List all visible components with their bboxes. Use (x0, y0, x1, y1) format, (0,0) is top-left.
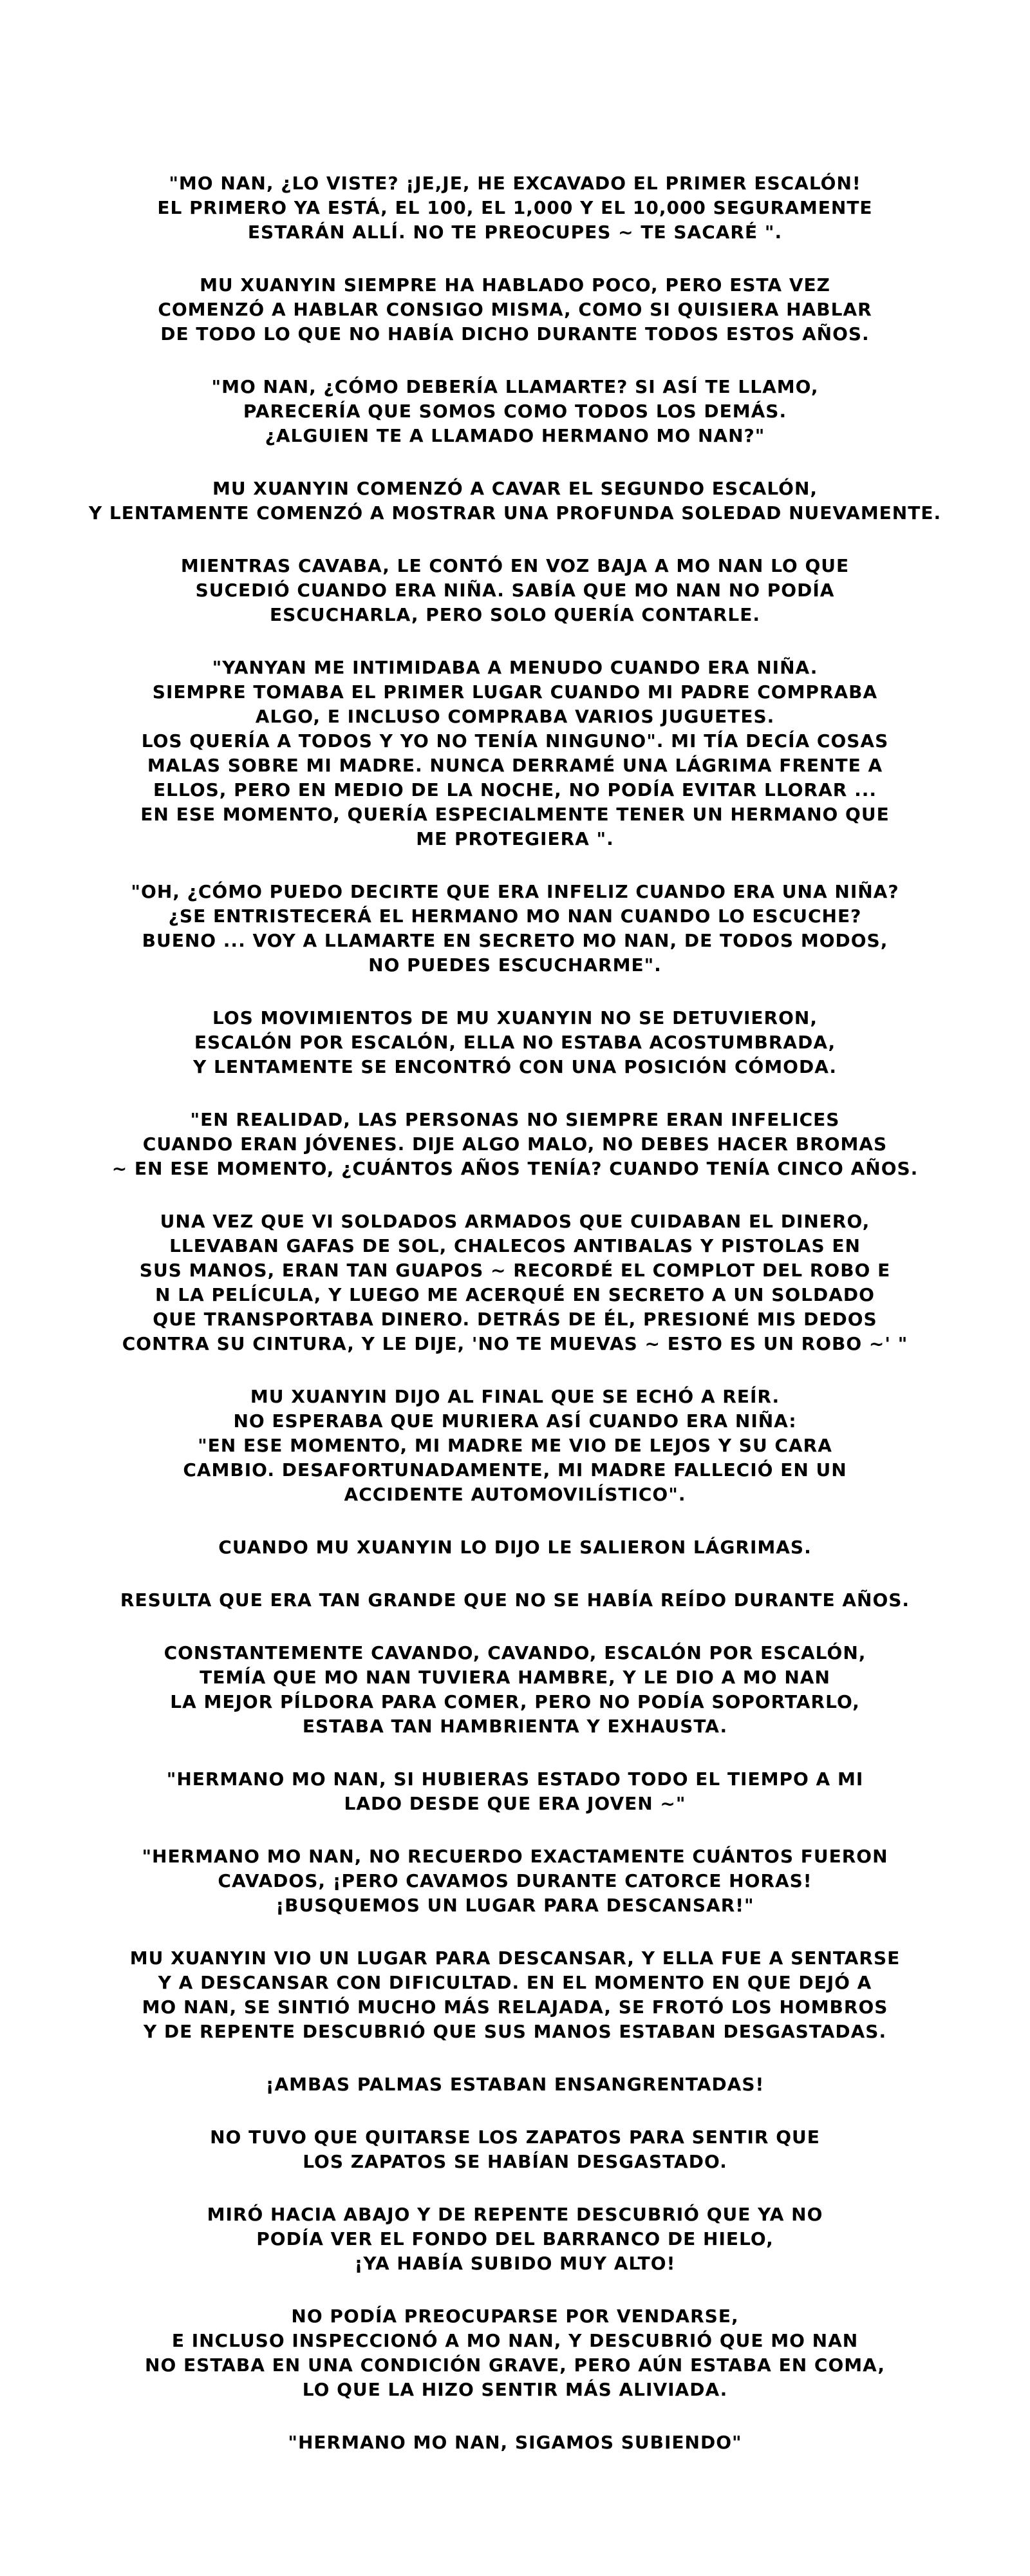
text-line: ¡BUSQUEMOS UN LUGAR PARA DESCANSAR!" (276, 1895, 754, 1916)
narration-paragraph (0, 1844, 1030, 1918)
narration-paragraph (0, 2430, 1030, 2455)
text-line: ESTABA TAN HAMBRIENTA Y EXHAUSTA. (302, 1716, 728, 1737)
text-line: TEMÍA QUE MO NAN TUVIERA HAMBRE, Y LE DIO A MO NAN (200, 1667, 830, 1688)
text-line: MU XUANYIN COMENZÓ A CAVAR EL SEGUNDO ESCALÓN, (212, 478, 818, 499)
text-line: MO NAN, SE SINTIÓ MUCHO MÁS RELAJADA, SE FROTÓ LOS HOMBROS (142, 1996, 888, 2018)
narration-paragraph (0, 2072, 1030, 2097)
text-line: "HERMANO MO NAN, SI HUBIERAS ESTADO TODO EL TIEMPO A MI (166, 1768, 864, 1790)
text-line: RESULTA QUE ERA TAN GRANDE QUE NO SE HABÍA REÍDO DURANTE AÑOS. (120, 1589, 910, 1611)
text-line: Y LENTAMENTE SE ENCONTRÓ CON UNA POSICIÓN CÓMODA. (192, 1056, 838, 1077)
text-line: LLEVABAN GAFAS DE SOL, CHALECOS ANTIBALAS Y PISTOLAS EN (169, 1235, 861, 1256)
text-line: ACCIDENTE AUTOMOVILÍSTICO". (344, 1484, 686, 1505)
text-line: ¡AMBAS PALMAS ESTABAN ENSANGRENTADAS! (265, 2074, 765, 2095)
text-line: DE TODO LO QUE NO HABÍA DICHO DURANTE TODOS ESTOS AÑOS. (160, 323, 870, 345)
narration-paragraph (0, 171, 1030, 245)
text-line: EL PRIMERO YA ESTÁ, EL 100, EL 1,000 Y EL 10,000 SEGURAMENTE (157, 197, 873, 218)
text-line: "MO NAN, ¿LO VISTE? ¡JE,JE, HE EXCAVADO EL PRIMER ESCALÓN! (169, 173, 861, 194)
narration-paragraph (0, 477, 1030, 526)
text-line: COMENZÓ A HABLAR CONSIGO MISMA, COMO SI QUISIERA HABLAR (158, 299, 872, 320)
narration-paragraph (0, 1767, 1030, 1816)
narration-paragraph (0, 1641, 1030, 1739)
text-line: MU XUANYIN VIO UN LUGAR PARA DESCANSAR, Y ELLA FUE A SENTARSE (129, 1947, 901, 1969)
text-line: LOS MOVIMIENTOS DE MU XUANYIN NO SE DETUVIERON, (212, 1007, 818, 1028)
text-line: MIENTRAS CAVABA, LE CONTÓ EN VOZ BAJA A MO NAN LO QUE (180, 555, 850, 576)
text-line: NO PODÍA PREOCUPARSE POR VENDARSE, (291, 2306, 739, 2327)
text-line: "YANYAN ME INTIMIDABA A MENUDO CUANDO ERA NIÑA. (212, 657, 818, 678)
text-line: CUANDO ERAN JÓVENES. DIJE ALGO MALO, NO DEBES HACER BROMAS (142, 1133, 888, 1155)
text-line: NO TUVO QUE QUITARSE LOS ZAPATOS PARA SENTIR QUE (210, 2126, 820, 2148)
text-line: ESCUCHARLA, PERO SOLO QUERÍA CONTARLE. (270, 604, 760, 625)
narration-paragraph (0, 880, 1030, 978)
narration-paragraph (0, 1108, 1030, 1181)
text-line: "EN REALIDAD, LAS PERSONAS NO SIEMPRE ERAN INFELICES (190, 1109, 840, 1130)
text-line: CONSTANTEMENTE CAVANDO, CAVANDO, ESCALÓN POR ESCALÓN, (164, 1642, 866, 1663)
text-line: MU XUANYIN SIEMPRE HA HABLADO POCO, PERO ESTA VEZ (200, 274, 830, 296)
text-line: N LA PELÍCULA, Y LUEGO ME ACERQUÉ EN SECRETO A UN SOLDADO (155, 1284, 875, 1305)
text-line: LOS ZAPATOS SE HABÍAN DESGASTADO. (303, 2151, 727, 2172)
text-line: PODÍA VER EL FONDO DEL BARRANCO DE HIELO, (256, 2228, 774, 2249)
text-line: UNA VEZ QUE VI SOLDADOS ARMADOS QUE CUIDABAN EL DINERO, (160, 1211, 870, 1232)
text-line: SUS MANOS, ERAN TAN GUAPOS ~ RECORDÉ EL COMPLOT DEL ROBO E (139, 1260, 891, 1281)
text-line: Y LENTAMENTE COMENZÓ A MOSTRAR UNA PROFUNDA SOLEDAD NUEVAMENTE. (88, 502, 942, 524)
text-line: ALGO, E INCLUSO COMPRABA VARIOS JUGUETES. (255, 706, 775, 727)
text-line: NO ESTABA EN UNA CONDICIÓN GRAVE, PERO AÚN ESTABA EN COMA, (145, 2354, 885, 2376)
text-line: LO QUE LA HIZO SENTIR MÁS ALIVIADA. (302, 2379, 728, 2400)
narration-paragraph (0, 375, 1030, 448)
text-line: EN ESE MOMENTO, QUERÍA ESPECIALMENTE TENER UN HERMANO QUE (140, 804, 890, 825)
text-line: SIEMPRE TOMABA EL PRIMER LUGAR CUANDO MI PADRE COMPRABA (152, 681, 878, 703)
text-line: CONTRA SU CINTURA, Y LE DIJE, 'NO TE MUEVAS ~ ESTO ES UN ROBO ~' " (122, 1333, 908, 1354)
text-line: MIRÓ HACIA ABAJO Y DE REPENTE DESCUBRIÓ QUE YA NO (207, 2204, 823, 2225)
text-line: Y A DESCANSAR CON DIFICULTAD. EN EL MOMENTO EN QUE DEJÓ A (158, 1972, 872, 1993)
text-line: ¡YA HABÍA SUBIDO MUY ALTO! (354, 2253, 676, 2274)
text-line: ESCALÓN POR ESCALÓN, ELLA NO ESTABA ACOSTUMBRADA, (194, 1032, 836, 1053)
text-line: BUENO ... VOY A LLAMARTE EN SECRETO MO NAN, DE TODOS MODOS, (142, 930, 888, 951)
text-line: PARECERÍA QUE SOMOS COMO TODOS LOS DEMÁS. (243, 401, 787, 422)
text-line: MALAS SOBRE MI MADRE. NUNCA DERRAMÉ UNA LÁGRIMA FRENTE A (147, 755, 883, 776)
narration-paragraph (0, 1535, 1030, 1560)
text-line: "HERMANO MO NAN, SIGAMOS SUBIENDO" (288, 2432, 742, 2453)
text-line: E INCLUSO INSPECCIONÓ A MO NAN, Y DESCUBRIÓ QUE MO NAN (171, 2330, 859, 2351)
text-line: SUCEDIÓ CUANDO ERA NIÑA. SABÍA QUE MO NAN NO PODÍA (195, 580, 835, 601)
narration-paragraph (0, 1946, 1030, 2044)
text-line: "OH, ¿CÓMO PUEDO DECIRTE QUE ERA INFELIZ CUANDO ERA UNA NIÑA? (131, 881, 899, 902)
narration-paragraph (0, 2202, 1030, 2276)
text-line: ME PROTEGIERA ". (416, 828, 614, 849)
text-line: MU XUANYIN DIJO AL FINAL QUE SE ECHÓ A REÍR. (250, 1386, 780, 1407)
text-line: QUE TRANSPORTABA DINERO. DETRÁS DE ÉL, PRESIONÉ MIS DEDOS (153, 1309, 877, 1330)
narration-paragraph (0, 1006, 1030, 1079)
narration-paragraph (0, 2304, 1030, 2402)
narration-paragraph (0, 1588, 1030, 1613)
text-line: ~ EN ESE MOMENTO, ¿CUÁNTOS AÑOS TENÍA? CUANDO TENÍA CINCO AÑOS. (111, 1158, 919, 1179)
text-line: ¿ALGUIEN TE A LLAMADO HERMANO MO NAN?" (265, 425, 765, 446)
narration-paragraph (0, 554, 1030, 627)
story-text-page (0, 171, 1030, 2483)
text-line: LADO DESDE QUE ERA JOVEN ~" (344, 1793, 686, 1814)
text-line: LA MEJOR PÍLDORA PARA COMER, PERO NO PODÍA SOPORTARLO, (170, 1691, 860, 1712)
text-line: ESTARÁN ALLÍ. NO TE PREOCUPES ~ TE SACARÉ ". (247, 222, 783, 243)
text-line: LOS QUERÍA A TODOS Y YO NO TENÍA NINGUNO". MI TÍA DECÍA COSAS (141, 730, 889, 752)
narration-paragraph (0, 1209, 1030, 1356)
text-line: "MO NAN, ¿CÓMO DEBERÍA LLAMARTE? SI ASÍ TE LLAMO, (211, 376, 819, 397)
text-line: CAMBIO. DESAFORTUNADAMENTE, MI MADRE FALLECIÓ EN UN (183, 1459, 847, 1481)
text-line: "EN ESE MOMENTO, MI MADRE ME VIO DE LEJOS Y SU CARA (198, 1435, 832, 1456)
narration-paragraph (0, 2125, 1030, 2174)
text-line: NO PUEDES ESCUCHARME". (368, 954, 662, 976)
text-line: NO ESPERABA QUE MURIERA ASÍ CUANDO ERA NIÑA: (233, 1410, 797, 1432)
text-line: ELLOS, PERO EN MEDIO DE LA NOCHE, NO PODÍA EVITAR LLORAR ... (153, 779, 877, 800)
text-line: CUANDO MU XUANYIN LO DIJO LE SALIERON LÁGRIMAS. (218, 1537, 812, 1558)
narration-paragraph (0, 656, 1030, 851)
text-line: Y DE REPENTE DESCUBRIÓ QUE SUS MANOS ESTABAN DESGASTADAS. (143, 2021, 887, 2042)
text-line: "HERMANO MO NAN, NO RECUERDO EXACTAMENTE CUÁNTOS FUERON (142, 1846, 888, 1867)
text-line: ¿SE ENTRISTECERÁ EL HERMANO MO NAN CUANDO LO ESCUCHE? (168, 905, 862, 927)
text-line: CAVADOS, ¡PERO CAVAMOS DURANTE CATORCE HORAS! (218, 1870, 812, 1891)
narration-paragraph (0, 273, 1030, 346)
narration-paragraph (0, 1385, 1030, 1507)
